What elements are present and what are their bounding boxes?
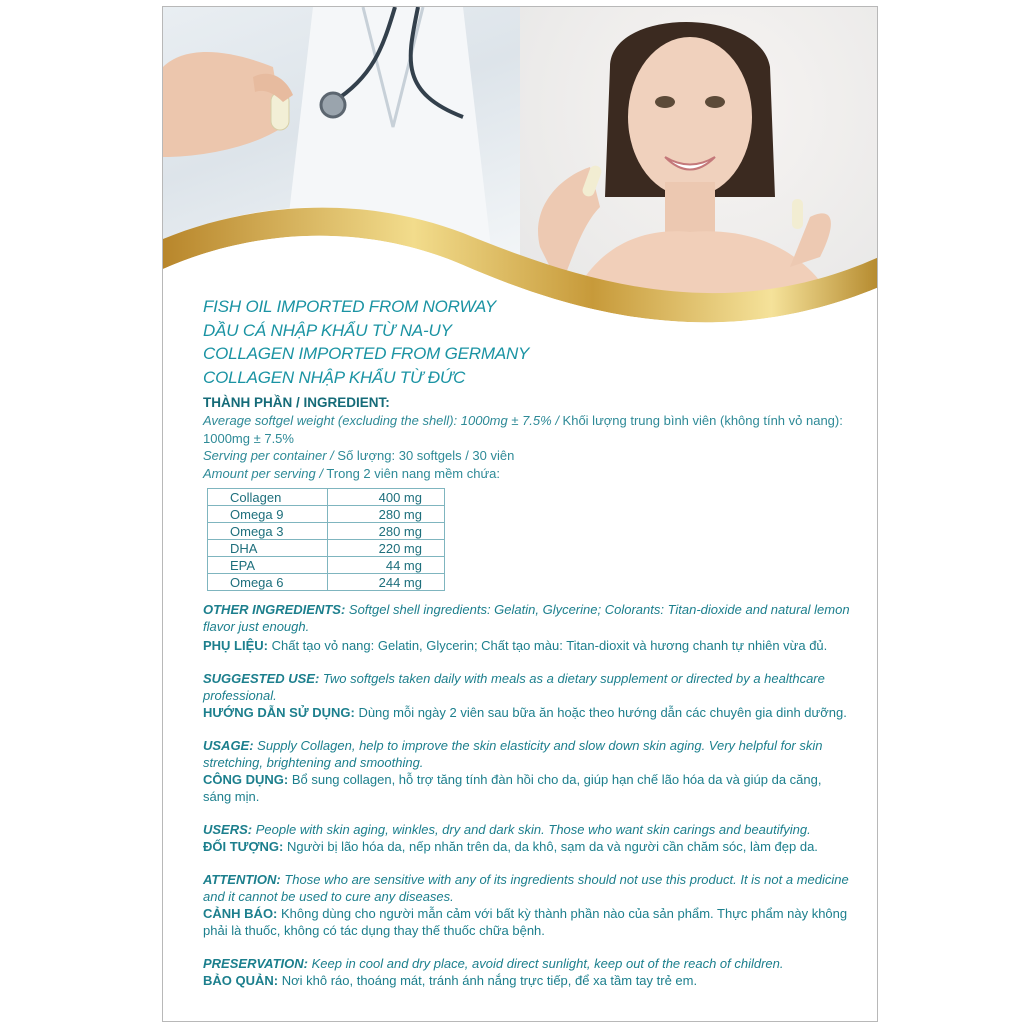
table-row — [208, 506, 445, 523]
other-ingredients-en — [203, 601, 851, 635]
table-row — [208, 523, 445, 540]
attention-section — [203, 871, 851, 939]
phu-lieu-vi — [203, 637, 851, 654]
serving-en: Serving per container / — [203, 448, 334, 463]
users-en — [203, 821, 851, 838]
headline-line: FISH OIL IMPORTED FROM NORWAY — [203, 297, 496, 316]
amount-en: Amount per serving / — [203, 465, 323, 481]
softgel-weight-vi-2: 1000mg ± 7.5% — [203, 430, 294, 446]
suggested-use-text: Two softgels taken daily with meals as a dietary supplement or directed by a healthcare professional. — [203, 671, 825, 703]
ingredient-name: Collagen — [208, 489, 328, 506]
ingredient-name: Omega 3 — [208, 523, 328, 540]
preservation-section — [203, 955, 851, 989]
cong-dung-text: Bổ sung collagen, hỗ trợ tăng tính đàn hồi cho da, giúp hạn chế lão hóa da và giúp da căng, sáng mịn. — [203, 772, 822, 804]
ingredient-amount: 244 mg — [328, 574, 445, 591]
usage-section — [203, 737, 851, 805]
huong-dan-label: HƯỚNG DẪN SỬ DỤNG: — [203, 705, 355, 720]
attention-text: Those who are sensitive with any of its ingredients should not use this product. It is not a medicine and it cannot be used to cure any diseases. — [203, 872, 849, 904]
softgel-weight-en: Average softgel weight (excluding the shell): 1000mg ± 7.5% / — [203, 413, 559, 428]
cong-dung-vi — [203, 771, 851, 805]
serving-per-container — [203, 447, 851, 465]
other-ingredients-label: OTHER INGREDIENTS: — [203, 602, 346, 617]
table-row — [208, 540, 445, 557]
bao-quan-vi — [203, 972, 851, 989]
cong-dung-label: CÔNG DỤNG: — [203, 772, 289, 787]
canh-bao-label: CẢNH BÁO: — [203, 906, 278, 921]
canh-bao-vi — [203, 905, 851, 939]
headline-line: DẦU CÁ NHẬP KHẨU TỪ NA-UY — [203, 320, 452, 340]
product-info — [203, 395, 851, 989]
ingredient-amount: 280 mg — [328, 506, 445, 523]
table-row — [208, 574, 445, 591]
headline-line: COLLAGEN NHẬP KHẨU TỪ ĐỨC — [203, 367, 466, 387]
other-ingredients-text: Softgel shell ingredients: Gelatin, Glycerine; Colorants: Titan-dioxide and natural lemon flavor just enough. — [203, 602, 850, 634]
canh-bao-text: Không dùng cho người mẫn cảm với bất kỳ thành phần nào của sản phẩm. Thực phẩm này không phải là thuốc, không có tác dụng thay thế thuốc chữa bệnh. — [203, 906, 848, 938]
suggested-use-en — [203, 670, 851, 704]
phu-lieu-text: Chất tạo vỏ nang: Gelatin, Glycerin; Chất tạo màu: Titan-dioxit và hương chanh tự nhiên vừa đủ. — [268, 638, 828, 653]
ingredient-amount: 220 mg — [328, 540, 445, 557]
users-text: People with skin aging, winkles, dry and dark skin. Those who want skin carings and beautifying. — [252, 822, 811, 837]
phu-lieu-label: PHỤ LIỆU: — [203, 638, 268, 653]
usage-label: USAGE: — [203, 738, 254, 753]
ingredient-table — [207, 488, 445, 591]
preservation-text: Keep in cool and dry place, avoid direct sunlight, keep out of the reach of children. — [307, 956, 784, 971]
usage-en — [203, 737, 851, 771]
amount-per-serving — [203, 465, 851, 483]
ingredient-amount: 400 mg — [328, 489, 445, 506]
doi-tuong-label: ĐỐI TƯỢNG: — [203, 839, 284, 854]
huong-dan-text: Dùng mỗi ngày 2 viên sau bữa ăn hoặc theo hướng dẫn các chuyên gia dinh dưỡng. — [354, 705, 847, 720]
suggested-use-section — [203, 670, 851, 721]
serving-vi: Số lượng: 30 softgels / 30 viên — [333, 448, 515, 463]
amount-vi: Trong 2 viên nang mềm chứa: — [322, 465, 501, 481]
huong-dan-vi — [203, 704, 851, 721]
ingredient-amount: 280 mg — [328, 523, 445, 540]
headline — [203, 295, 529, 389]
softgel-weight-vi: Khối lượng trung bình viên (không tính vỏ nang): — [558, 413, 843, 428]
ingredients-title: THÀNH PHẦN / INGREDIENT: — [203, 395, 390, 410]
headline-line: COLLAGEN IMPORTED FROM GERMANY — [203, 344, 530, 363]
doi-tuong-vi — [203, 838, 851, 855]
softgel-weight — [203, 412, 851, 430]
other-ingredients-section — [203, 601, 851, 654]
bao-quan-text: Nơi khô ráo, thoáng mát, tránh ánh nắng trực tiếp, để xa tầm tay trẻ em. — [278, 973, 698, 988]
attention-en — [203, 871, 851, 905]
table-row — [208, 557, 445, 574]
ingredient-name: EPA — [208, 557, 328, 574]
product-sheet — [162, 6, 878, 1022]
attention-label: ATTENTION: — [203, 872, 281, 887]
usage-text: Supply Collagen, help to improve the skin elasticity and slow down skin aging. Very helpful for skin stretching, brightening and smoothing. — [203, 738, 823, 770]
users-label: USERS: — [203, 822, 253, 837]
softgel-weight-cont — [203, 430, 851, 448]
table-row — [208, 489, 445, 506]
ingredient-name: Omega 9 — [208, 506, 328, 523]
ingredient-name: Omega 6 — [208, 574, 328, 591]
preservation-en — [203, 955, 851, 972]
preservation-label: PRESERVATION: — [203, 956, 308, 971]
ingredient-amount: 44 mg — [328, 557, 445, 574]
bao-quan-label: BẢO QUẢN: — [203, 973, 279, 988]
ingredient-name: DHA — [208, 540, 328, 557]
users-section — [203, 821, 851, 855]
doi-tuong-text: Người bị lão hóa da, nếp nhăn trên da, da khô, sạm da và người cần chăm sóc, làm đẹp da. — [283, 839, 818, 854]
suggested-use-label: SUGGESTED USE: — [203, 671, 320, 686]
